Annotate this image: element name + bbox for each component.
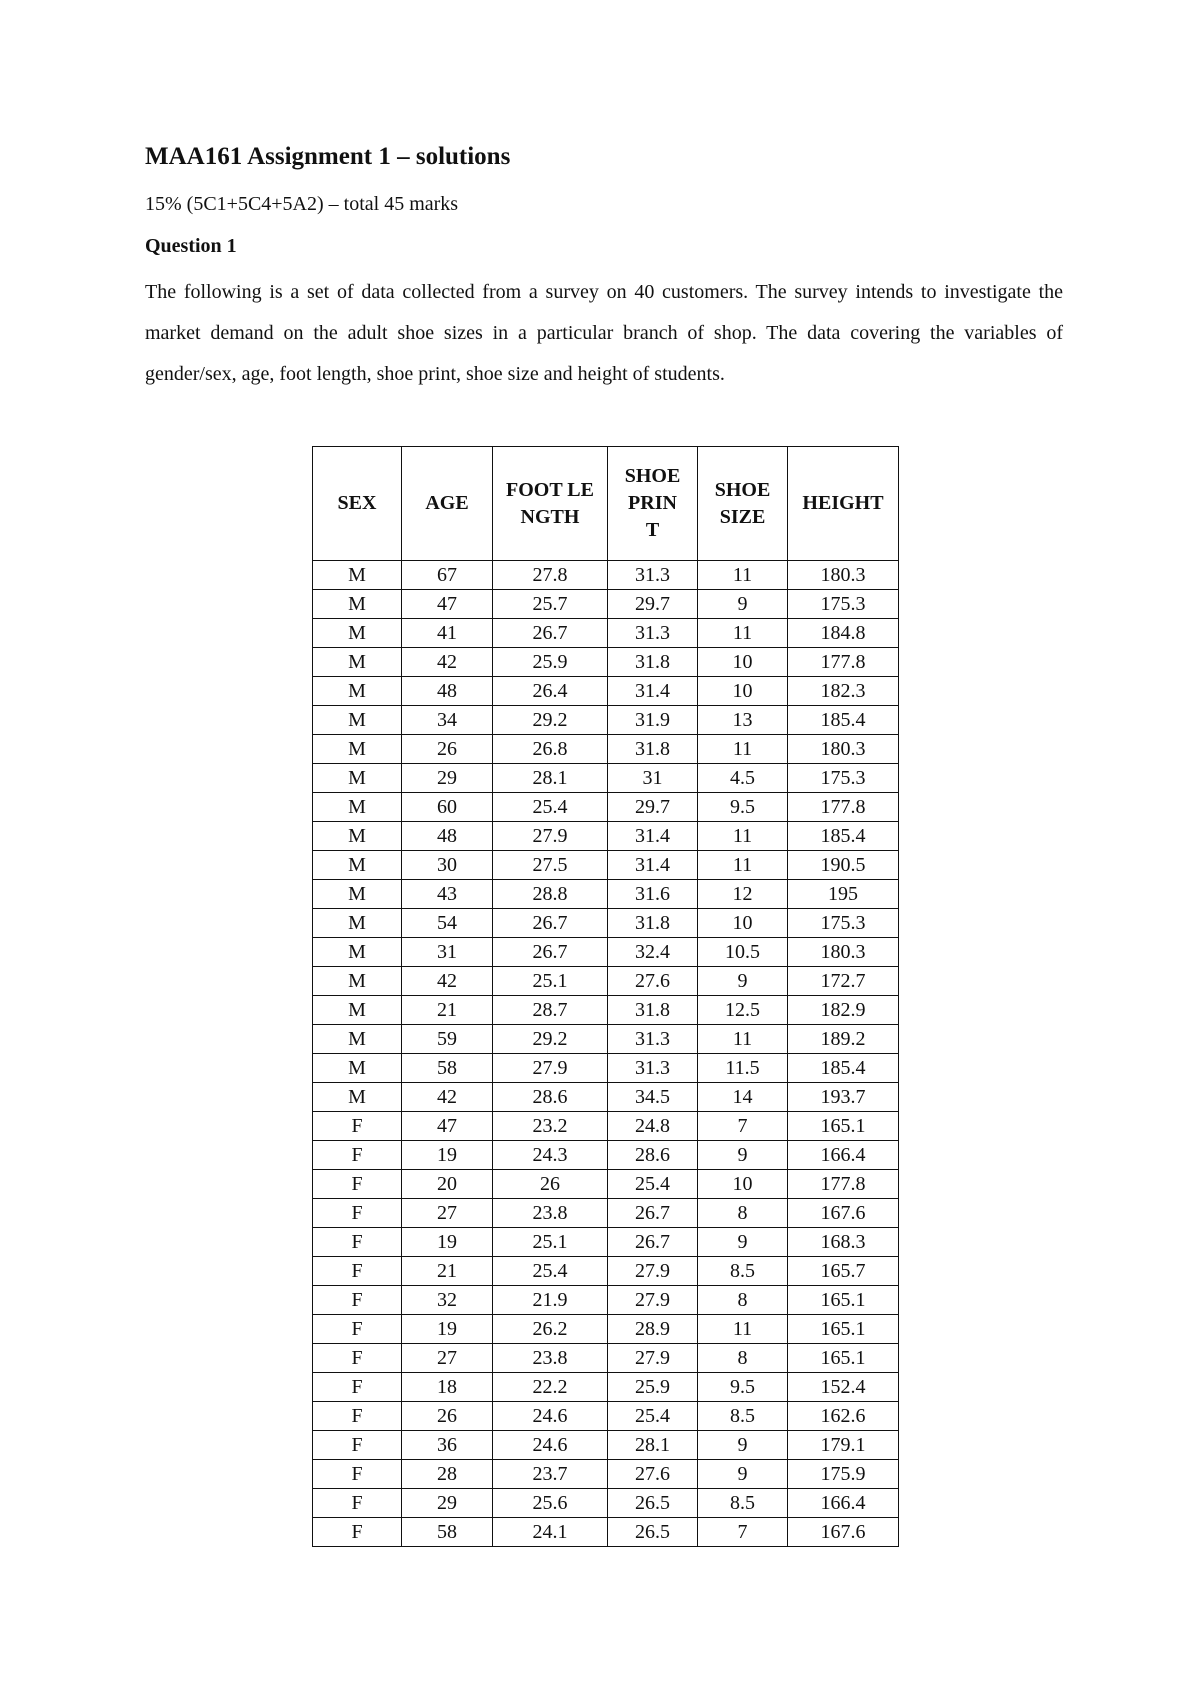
cell-shoe-print: 26.5 (608, 1489, 698, 1518)
cell-foot-length: 23.8 (493, 1344, 608, 1373)
cell-foot-length: 25.6 (493, 1489, 608, 1518)
table-row (313, 1199, 899, 1228)
cell-foot-length: 25.1 (493, 967, 608, 996)
cell-shoe-size: 11 (698, 619, 788, 648)
cell-shoe-print: 25.9 (608, 1373, 698, 1402)
cell-foot-length: 26.7 (493, 619, 608, 648)
header-shoe-size: SHOE SIZE (698, 447, 788, 561)
cell-shoe-size: 9 (698, 1431, 788, 1460)
cell-shoe-size: 9 (698, 1460, 788, 1489)
cell-shoe-print: 34.5 (608, 1083, 698, 1112)
cell-height: 175.3 (788, 590, 899, 619)
cell-age: 41 (402, 619, 493, 648)
cell-sex: M (313, 706, 402, 735)
cell-foot-length: 21.9 (493, 1286, 608, 1315)
cell-age: 42 (402, 648, 493, 677)
table-row (313, 1170, 899, 1199)
cell-sex: F (313, 1112, 402, 1141)
cell-shoe-print: 31 (608, 764, 698, 793)
cell-shoe-print: 31.3 (608, 561, 698, 590)
cell-shoe-size: 11 (698, 561, 788, 590)
cell-age: 48 (402, 677, 493, 706)
table-row (313, 1344, 899, 1373)
cell-height: 184.8 (788, 619, 899, 648)
cell-sex: M (313, 1054, 402, 1083)
cell-shoe-print: 26.7 (608, 1199, 698, 1228)
cell-sex: F (313, 1373, 402, 1402)
cell-shoe-size: 11 (698, 1315, 788, 1344)
cell-shoe-size: 9 (698, 1141, 788, 1170)
cell-sex: M (313, 735, 402, 764)
cell-age: 60 (402, 793, 493, 822)
table-header-row (313, 447, 899, 561)
cell-height: 182.9 (788, 996, 899, 1025)
cell-height: 175.9 (788, 1460, 899, 1489)
cell-height: 185.4 (788, 1054, 899, 1083)
cell-shoe-print: 31.3 (608, 1025, 698, 1054)
cell-age: 58 (402, 1518, 493, 1547)
cell-shoe-size: 10 (698, 648, 788, 677)
cell-foot-length: 23.7 (493, 1460, 608, 1489)
cell-foot-length: 26.8 (493, 735, 608, 764)
cell-age: 30 (402, 851, 493, 880)
cell-shoe-size: 8 (698, 1199, 788, 1228)
cell-shoe-print: 27.6 (608, 1460, 698, 1489)
cell-shoe-print: 31.4 (608, 851, 698, 880)
cell-height: 193.7 (788, 1083, 899, 1112)
cell-age: 31 (402, 938, 493, 967)
cell-foot-length: 27.8 (493, 561, 608, 590)
header-height: HEIGHT (788, 447, 899, 561)
cell-foot-length: 26.7 (493, 909, 608, 938)
cell-shoe-size: 8.5 (698, 1489, 788, 1518)
cell-height: 165.7 (788, 1257, 899, 1286)
cell-shoe-size: 9 (698, 967, 788, 996)
question-heading: Question 1 (145, 235, 237, 257)
cell-foot-length: 24.3 (493, 1141, 608, 1170)
document-title: MAA161 Assignment 1 – solutions (145, 143, 511, 170)
cell-age: 59 (402, 1025, 493, 1054)
cell-foot-length: 24.6 (493, 1431, 608, 1460)
cell-shoe-size: 8 (698, 1344, 788, 1373)
cell-height: 190.5 (788, 851, 899, 880)
cell-shoe-size: 7 (698, 1518, 788, 1547)
cell-height: 166.4 (788, 1489, 899, 1518)
cell-shoe-print: 29.7 (608, 793, 698, 822)
cell-height: 177.8 (788, 793, 899, 822)
cell-height: 175.3 (788, 909, 899, 938)
marks-summary: 15% (5C1+5C4+5A2) – total 45 marks (145, 193, 459, 215)
cell-height: 167.6 (788, 1518, 899, 1547)
cell-shoe-print: 25.4 (608, 1170, 698, 1199)
cell-shoe-print: 31.3 (608, 1054, 698, 1083)
cell-foot-length: 29.2 (493, 706, 608, 735)
cell-sex: M (313, 648, 402, 677)
cell-shoe-print: 31.8 (608, 996, 698, 1025)
cell-sex: M (313, 822, 402, 851)
table-row (313, 938, 899, 967)
table-row (313, 1141, 899, 1170)
cell-shoe-size: 10 (698, 677, 788, 706)
cell-shoe-print: 31.8 (608, 909, 698, 938)
cell-shoe-size: 9.5 (698, 793, 788, 822)
cell-sex: F (313, 1228, 402, 1257)
cell-age: 58 (402, 1054, 493, 1083)
table-row (313, 1518, 899, 1547)
table-row (313, 1431, 899, 1460)
table-row (313, 1460, 899, 1489)
cell-shoe-print: 27.9 (608, 1257, 698, 1286)
cell-age: 27 (402, 1344, 493, 1373)
cell-age: 29 (402, 1489, 493, 1518)
cell-foot-length: 28.1 (493, 764, 608, 793)
header-age: AGE (402, 447, 493, 561)
cell-foot-length: 25.1 (493, 1228, 608, 1257)
cell-height: 180.3 (788, 938, 899, 967)
cell-shoe-print: 27.9 (608, 1344, 698, 1373)
cell-sex: M (313, 851, 402, 880)
cell-age: 28 (402, 1460, 493, 1489)
cell-shoe-print: 26.7 (608, 1228, 698, 1257)
cell-foot-length: 27.9 (493, 1054, 608, 1083)
cell-height: 165.1 (788, 1112, 899, 1141)
header-foot-length: FOOT LENGTH (493, 447, 608, 561)
cell-foot-length: 22.2 (493, 1373, 608, 1402)
cell-age: 19 (402, 1315, 493, 1344)
cell-shoe-size: 11 (698, 822, 788, 851)
table-row (313, 909, 899, 938)
cell-height: 172.7 (788, 967, 899, 996)
cell-height: 195 (788, 880, 899, 909)
cell-foot-length: 23.8 (493, 1199, 608, 1228)
cell-foot-length: 26.2 (493, 1315, 608, 1344)
table-row (313, 851, 899, 880)
cell-shoe-print: 31.9 (608, 706, 698, 735)
cell-sex: M (313, 938, 402, 967)
cell-shoe-size: 12.5 (698, 996, 788, 1025)
cell-foot-length: 24.1 (493, 1518, 608, 1547)
cell-shoe-size: 11 (698, 851, 788, 880)
cell-age: 42 (402, 1083, 493, 1112)
table-row (313, 1083, 899, 1112)
cell-foot-length: 29.2 (493, 1025, 608, 1054)
table-row (313, 967, 899, 996)
cell-sex: F (313, 1489, 402, 1518)
cell-height: 165.1 (788, 1286, 899, 1315)
cell-sex: M (313, 677, 402, 706)
cell-sex: M (313, 561, 402, 590)
cell-height: 180.3 (788, 735, 899, 764)
cell-height: 167.6 (788, 1199, 899, 1228)
cell-height: 152.4 (788, 1373, 899, 1402)
cell-sex: F (313, 1315, 402, 1344)
table-row (313, 822, 899, 851)
cell-sex: M (313, 1025, 402, 1054)
cell-shoe-print: 31.8 (608, 735, 698, 764)
cell-age: 34 (402, 706, 493, 735)
cell-sex: M (313, 1083, 402, 1112)
cell-age: 19 (402, 1228, 493, 1257)
cell-age: 18 (402, 1373, 493, 1402)
cell-foot-length: 25.7 (493, 590, 608, 619)
table-row (313, 648, 899, 677)
cell-shoe-size: 11 (698, 1025, 788, 1054)
cell-shoe-size: 8.5 (698, 1257, 788, 1286)
cell-foot-length: 24.6 (493, 1402, 608, 1431)
cell-shoe-print: 26.5 (608, 1518, 698, 1547)
cell-shoe-size: 8.5 (698, 1402, 788, 1431)
table-row (313, 677, 899, 706)
cell-shoe-print: 27.9 (608, 1286, 698, 1315)
cell-age: 47 (402, 590, 493, 619)
cell-age: 43 (402, 880, 493, 909)
cell-age: 27 (402, 1199, 493, 1228)
cell-shoe-print: 28.1 (608, 1431, 698, 1460)
cell-shoe-print: 25.4 (608, 1402, 698, 1431)
question-description: The following is a set of data collected from a survey on 40 customers. The survey intends to investigate the market demand on the adult shoe sizes in a particular branch of shop. The data covering the variables of gender/sex, age, foot length, shoe print, shoe size and height of students. (145, 281, 1063, 385)
table-row (313, 793, 899, 822)
cell-height: 168.3 (788, 1228, 899, 1257)
cell-sex: F (313, 1257, 402, 1286)
table-row (313, 880, 899, 909)
cell-foot-length: 25.4 (493, 793, 608, 822)
table-row (313, 1286, 899, 1315)
cell-sex: F (313, 1402, 402, 1431)
cell-height: 165.1 (788, 1315, 899, 1344)
cell-height: 162.6 (788, 1402, 899, 1431)
cell-shoe-size: 14 (698, 1083, 788, 1112)
survey-data-table (312, 446, 899, 1547)
cell-height: 166.4 (788, 1141, 899, 1170)
cell-sex: F (313, 1460, 402, 1489)
cell-height: 177.8 (788, 648, 899, 677)
cell-shoe-size: 13 (698, 706, 788, 735)
table-row (313, 590, 899, 619)
cell-sex: M (313, 619, 402, 648)
cell-foot-length: 25.4 (493, 1257, 608, 1286)
cell-height: 175.3 (788, 764, 899, 793)
cell-shoe-print: 31.6 (608, 880, 698, 909)
cell-foot-length: 28.6 (493, 1083, 608, 1112)
cell-shoe-size: 4.5 (698, 764, 788, 793)
cell-shoe-size: 10 (698, 1170, 788, 1199)
cell-foot-length: 26.7 (493, 938, 608, 967)
cell-sex: F (313, 1141, 402, 1170)
cell-sex: F (313, 1344, 402, 1373)
cell-shoe-size: 10.5 (698, 938, 788, 967)
cell-shoe-print: 28.6 (608, 1141, 698, 1170)
cell-shoe-size: 8 (698, 1286, 788, 1315)
cell-shoe-size: 9 (698, 1228, 788, 1257)
cell-height: 185.4 (788, 706, 899, 735)
cell-age: 67 (402, 561, 493, 590)
cell-sex: F (313, 1286, 402, 1315)
cell-height: 165.1 (788, 1344, 899, 1373)
cell-shoe-print: 29.7 (608, 590, 698, 619)
cell-sex: F (313, 1431, 402, 1460)
table-row (313, 1489, 899, 1518)
cell-sex: M (313, 967, 402, 996)
cell-shoe-size: 12 (698, 880, 788, 909)
cell-height: 189.2 (788, 1025, 899, 1054)
table-row (313, 1025, 899, 1054)
cell-age: 36 (402, 1431, 493, 1460)
cell-age: 47 (402, 1112, 493, 1141)
cell-age: 26 (402, 735, 493, 764)
cell-height: 182.3 (788, 677, 899, 706)
table-row (313, 1257, 899, 1286)
table-row (313, 1402, 899, 1431)
table-row (313, 1315, 899, 1344)
cell-shoe-print: 31.3 (608, 619, 698, 648)
cell-age: 54 (402, 909, 493, 938)
cell-sex: M (313, 909, 402, 938)
table-row (313, 619, 899, 648)
cell-age: 29 (402, 764, 493, 793)
cell-age: 19 (402, 1141, 493, 1170)
table-row (313, 561, 899, 590)
table-row (313, 1228, 899, 1257)
table-row (313, 764, 899, 793)
header-sex: SEX (313, 447, 402, 561)
cell-foot-length: 25.9 (493, 648, 608, 677)
cell-age: 48 (402, 822, 493, 851)
cell-age: 26 (402, 1402, 493, 1431)
cell-sex: M (313, 590, 402, 619)
cell-foot-length: 27.9 (493, 822, 608, 851)
cell-sex: M (313, 764, 402, 793)
cell-sex: M (313, 996, 402, 1025)
cell-age: 21 (402, 996, 493, 1025)
cell-foot-length: 28.7 (493, 996, 608, 1025)
cell-height: 177.8 (788, 1170, 899, 1199)
cell-shoe-size: 10 (698, 909, 788, 938)
cell-shoe-print: 27.6 (608, 967, 698, 996)
cell-foot-length: 26.4 (493, 677, 608, 706)
table-row (313, 1373, 899, 1402)
cell-shoe-size: 7 (698, 1112, 788, 1141)
cell-height: 179.1 (788, 1431, 899, 1460)
header-shoe-print: SHOE PRINT (608, 447, 698, 561)
cell-sex: M (313, 793, 402, 822)
cell-foot-length: 26 (493, 1170, 608, 1199)
cell-sex: M (313, 880, 402, 909)
table-body (313, 561, 899, 1547)
cell-shoe-size: 11.5 (698, 1054, 788, 1083)
table-row (313, 996, 899, 1025)
cell-shoe-print: 31.4 (608, 677, 698, 706)
cell-shoe-print: 31.4 (608, 822, 698, 851)
table-row (313, 735, 899, 764)
cell-height: 185.4 (788, 822, 899, 851)
cell-age: 21 (402, 1257, 493, 1286)
table-row (313, 1112, 899, 1141)
cell-age: 20 (402, 1170, 493, 1199)
cell-age: 42 (402, 967, 493, 996)
cell-sex: F (313, 1170, 402, 1199)
cell-shoe-print: 24.8 (608, 1112, 698, 1141)
cell-foot-length: 28.8 (493, 880, 608, 909)
cell-foot-length: 23.2 (493, 1112, 608, 1141)
cell-shoe-print: 32.4 (608, 938, 698, 967)
cell-foot-length: 27.5 (493, 851, 608, 880)
cell-shoe-print: 31.8 (608, 648, 698, 677)
cell-sex: F (313, 1199, 402, 1228)
cell-age: 32 (402, 1286, 493, 1315)
cell-sex: F (313, 1518, 402, 1547)
cell-shoe-print: 28.9 (608, 1315, 698, 1344)
cell-shoe-size: 11 (698, 735, 788, 764)
table-row (313, 706, 899, 735)
cell-shoe-size: 9 (698, 590, 788, 619)
cell-shoe-size: 9.5 (698, 1373, 788, 1402)
table-row (313, 1054, 899, 1083)
cell-height: 180.3 (788, 561, 899, 590)
